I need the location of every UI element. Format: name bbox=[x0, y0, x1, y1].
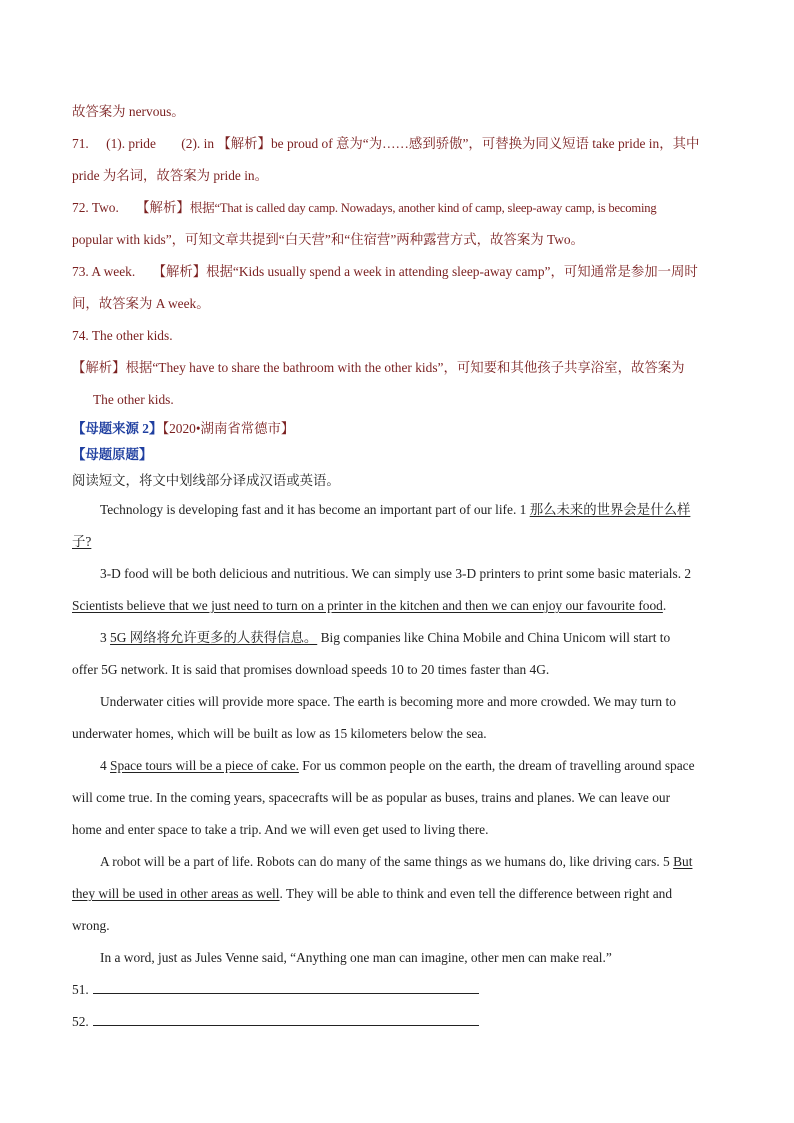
answer-71 bbox=[72, 128, 722, 160]
passage-p2: 3-D food will be both delicious and nutritious. We can simply use 3-D printers to print some basic materials. 2 bbox=[100, 566, 692, 581]
answer-73 bbox=[72, 256, 722, 288]
passage-p3-cont: offer 5G network. It is said that promises download speeds 10 to 20 times faster than 4G. bbox=[72, 662, 550, 677]
analysis-tag: 【解析】 bbox=[217, 136, 271, 151]
blank-line[interactable] bbox=[93, 1011, 479, 1026]
passage-text: Big companies like China Mobile and China Unicom will start to bbox=[317, 630, 671, 645]
passage-p5-cont: will come true. In the coming years, spacecrafts will be as popular as buses, trains and planes. We can leave our bbox=[72, 790, 671, 805]
passage-text: For us common people on the earth, the dream of travelling around space bbox=[298, 758, 695, 773]
passage-p4: Underwater cities will provide more space. The earth is becoming more and more crowded. We may turn to bbox=[100, 694, 676, 709]
passage-p6-cont2: wrong. bbox=[72, 918, 110, 933]
answer-74-analysis-line bbox=[72, 352, 722, 384]
instruction: 阅读短文，将文中划线部分译成汉语或英语。 bbox=[72, 473, 340, 488]
analysis-tag: 【解析】 bbox=[136, 200, 190, 215]
blank-number: 52. bbox=[72, 1014, 89, 1029]
answer-74: 74. The other kids. bbox=[72, 328, 173, 343]
answer-blank-52 bbox=[72, 1006, 722, 1038]
original-heading: 【母题原题】 bbox=[72, 447, 153, 462]
passage-p5 bbox=[72, 750, 722, 782]
blank-number: 51. bbox=[72, 982, 89, 997]
source-heading bbox=[72, 416, 722, 442]
passage-p4-cont: underwater homes, which will be built as low as 15 kilometers below the sea. bbox=[72, 726, 487, 741]
answer-line-nervous: 故答案为 nervous。 bbox=[72, 104, 185, 119]
passage-p3 bbox=[72, 622, 722, 654]
answer-74-analysis: 根据“They have to share the bathroom with the other kids”，可知要和其他孩子共享浴室，故答案为 bbox=[125, 360, 685, 375]
passage-text: . They will be able to think and even tell the difference between right and bbox=[279, 886, 673, 901]
passage-text: Technology is developing fast and it has become an important part of our life. 1 bbox=[100, 502, 530, 517]
passage-text: A robot will be a part of life. Robots can do many of the same things as we humans do, like driving cars. 5 bbox=[100, 854, 674, 869]
passage-p2-cont bbox=[72, 590, 722, 622]
underlined-sentence-3: 5G 网络将允许更多的人获得信息。 bbox=[110, 630, 318, 645]
answer-72 bbox=[72, 192, 722, 224]
answer-73-analysis: 根据“Kids usually spend a week in attending sleep-away camp”，可知通常是参加一周时 bbox=[206, 264, 698, 279]
answer-72-continued: popular with kids”，可知文章共提到“白天营”和“住宿营”两种露营方式，故答案为 Two。 bbox=[72, 232, 584, 247]
answer-73-number: 73. A week. bbox=[72, 264, 136, 279]
underlined-sentence-5: But bbox=[673, 854, 693, 869]
answer-73-continued: 间，故答案为 A week。 bbox=[72, 296, 210, 311]
answer-71-continued: pride 为名词，故答案为 pride in。 bbox=[72, 168, 269, 183]
passage-text: 4 bbox=[100, 758, 111, 773]
answer-71-part2: (2). in bbox=[181, 136, 215, 151]
passage-p1 bbox=[72, 494, 722, 526]
answer-71-number: 71. bbox=[72, 136, 89, 151]
passage-text: 3 bbox=[100, 630, 111, 645]
document-page bbox=[72, 96, 722, 1038]
underlined-sentence-1-cont: 子? bbox=[72, 534, 92, 549]
answer-74-continued: The other kids. bbox=[93, 392, 174, 407]
underlined-sentence-2: Scientists believe that we just need to turn on a printer in the kitchen and then we can enjoy our favourite food bbox=[72, 598, 663, 613]
answer-71-part1: (1). pride bbox=[106, 136, 156, 151]
underlined-sentence-5-cont: they will be used in other areas as well bbox=[72, 886, 280, 901]
passage-p7: In a word, just as Jules Venne said, “Anything one man can imagine, other men can make real.” bbox=[100, 950, 612, 965]
answer-72-number: 72. Two. bbox=[72, 200, 119, 215]
answer-blank-51 bbox=[72, 974, 722, 1006]
passage-text: . bbox=[662, 598, 667, 613]
answer-72-analysis: 根据“That is called day camp. Nowadays, another kind of camp, sleep-away camp, is becoming bbox=[189, 201, 657, 215]
blank-line[interactable] bbox=[93, 979, 479, 994]
source-value: 【2020•湖南省常德市】 bbox=[162, 421, 295, 436]
passage-p6-cont bbox=[72, 878, 722, 910]
answer-71-analysis: be proud of 意为“为……感到骄傲”，可替换为同义短语 take pride in，其中 bbox=[270, 136, 700, 151]
analysis-tag: 【解析】 bbox=[72, 360, 126, 375]
passage-p1-cont bbox=[72, 526, 722, 558]
underlined-sentence-1: 那么未来的世界会是什么样 bbox=[529, 502, 691, 517]
source-label: 【母题来源 2】 bbox=[72, 421, 163, 436]
passage-p5-cont2: home and enter space to take a trip. And we will even get used to living there. bbox=[72, 822, 489, 837]
passage-p6 bbox=[72, 846, 722, 878]
analysis-tag: 【解析】 bbox=[152, 264, 207, 279]
underlined-sentence-4: Space tours will be a piece of cake. bbox=[110, 758, 299, 773]
